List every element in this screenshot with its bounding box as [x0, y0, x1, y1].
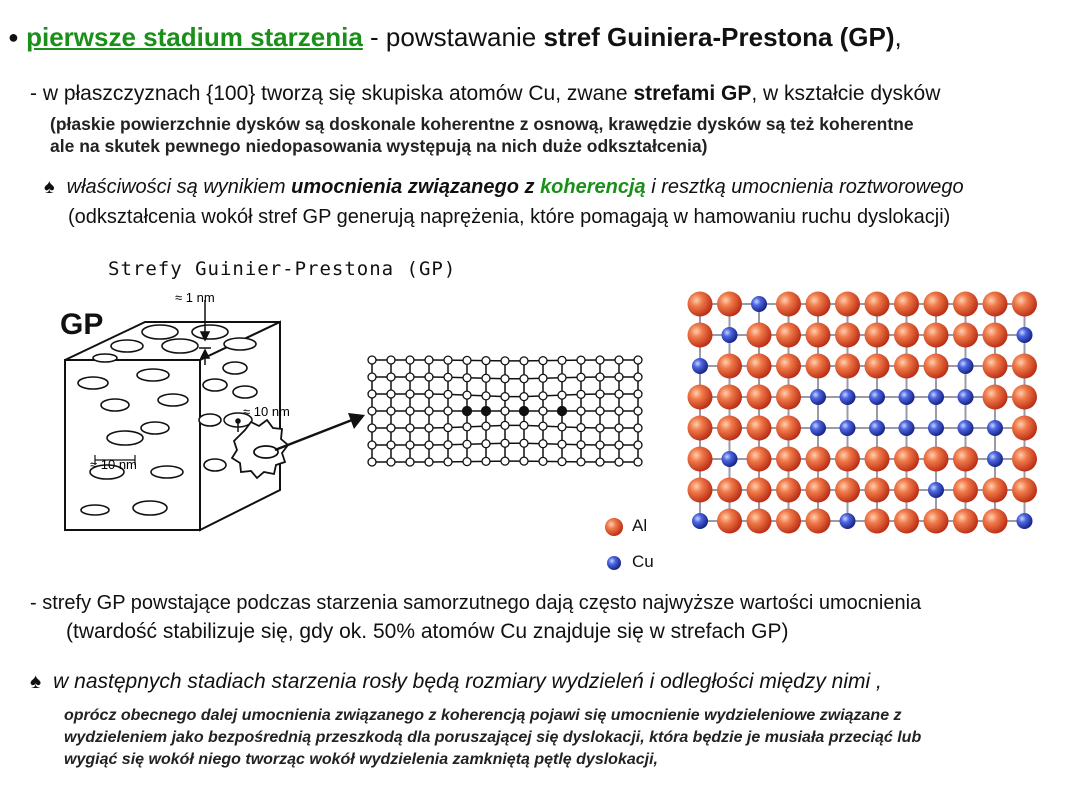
cu-atom — [751, 296, 767, 312]
heading-link-text: pierwsze stadium starzenia — [26, 22, 363, 52]
al-atom-dot — [368, 441, 376, 449]
text-strong: umocnienie wydzieleniowe — [610, 707, 816, 724]
lattice-grid-diagram — [360, 350, 660, 480]
text-green: koherencją — [540, 176, 646, 198]
al-atom — [924, 447, 949, 472]
cu-atom — [810, 420, 826, 436]
cu-atom — [840, 389, 856, 405]
al-atom-dot — [501, 421, 509, 429]
cu-atom — [958, 358, 974, 374]
al-atom-dot — [425, 441, 433, 449]
al-atom-dot — [406, 424, 414, 432]
cu-atom — [958, 389, 974, 405]
al-atom-dot — [387, 356, 395, 364]
al-atom-dot — [615, 373, 623, 381]
al-atom-dot — [444, 390, 452, 398]
text-segment: oprócz obecnego dalej umocnienia związanego z koherencją pojawi się — [64, 707, 611, 724]
al-atom-dot — [558, 374, 566, 382]
al-atom-dot — [463, 440, 471, 448]
al-atom — [953, 478, 978, 503]
al-atom-dot — [558, 458, 566, 466]
al-atom-dot — [539, 422, 547, 430]
cu-atom — [869, 420, 885, 436]
al-atom-dot — [615, 390, 623, 398]
atomic-structure-diagram — [678, 282, 1048, 537]
al-atom-icon — [604, 517, 624, 537]
al-atom-dot — [501, 375, 509, 383]
al-atom — [924, 354, 949, 379]
al-atom — [835, 292, 860, 317]
text-segment: , w kształcie dysków — [751, 82, 941, 105]
spade-icon: ♠ — [44, 176, 55, 198]
al-atom-dot — [406, 356, 414, 364]
al-atom — [776, 447, 801, 472]
al-atom-dot — [463, 374, 471, 382]
al-atom-dot — [501, 357, 509, 365]
al-atom — [806, 478, 831, 503]
al-atom-dot — [444, 407, 452, 415]
coherence-note-1: (płaskie powierzchnie dysków są doskonale koherentne z osnową, krawędzie dysków są też koherentne — [50, 114, 914, 134]
al-atom — [776, 509, 801, 534]
cu-atom — [840, 420, 856, 436]
text-segment: właściwości są wynikiem — [66, 176, 292, 198]
al-atom — [983, 509, 1008, 534]
heading-mid: - powstawanie — [362, 22, 544, 52]
al-atom — [776, 292, 801, 317]
al-atom-dot — [368, 390, 376, 398]
al-atom-dot — [596, 373, 604, 381]
al-atom-dot — [501, 439, 509, 447]
text-segment: - w płaszczyznach {100} tworzą się skupiska atomów Cu, zwane — [30, 82, 634, 105]
al-atom — [865, 447, 890, 472]
heading-bold: stref Guiniera-Prestona (GP) — [543, 22, 895, 52]
al-atom-dot — [425, 458, 433, 466]
al-atom-dot — [463, 356, 471, 364]
al-atom-dot — [634, 390, 642, 398]
al-atom — [717, 292, 742, 317]
cu-atom — [1017, 513, 1033, 529]
al-atom-dot — [425, 424, 433, 432]
al-atom-dot — [596, 356, 604, 364]
coherence-note-2: ale na skutek pewnego niedopasowania występują na nich duże odkształcenia) — [50, 136, 708, 156]
al-atom-dot — [615, 407, 623, 415]
al-atom-dot — [406, 407, 414, 415]
cu-atom — [722, 451, 738, 467]
precipitation-line-1 — [64, 707, 902, 725]
cu-atom-dot — [558, 407, 567, 416]
al-atom — [894, 447, 919, 472]
al-atom — [924, 509, 949, 534]
text-segment: w następnych stadiach starzenia rosły będą rozmiary wydzieleń i odległości między nimi , — [53, 670, 882, 693]
al-atom-dot — [558, 356, 566, 364]
heading-line — [8, 22, 902, 53]
al-atom — [983, 323, 1008, 348]
al-atom-dot — [539, 407, 547, 415]
al-atom — [1012, 416, 1037, 441]
al-atom — [924, 292, 949, 317]
al-atom — [865, 323, 890, 348]
al-atom — [835, 354, 860, 379]
al-atom-dot — [558, 423, 566, 431]
al-atom — [806, 509, 831, 534]
cu-atom — [928, 420, 944, 436]
dim-10nm-right: ≈ 10 nm — [243, 404, 290, 419]
al-atom-dot — [501, 457, 509, 465]
al-atom-dot — [425, 373, 433, 381]
al-atom-dot — [577, 441, 585, 449]
cu-atom — [928, 482, 944, 498]
al-atom-dot — [577, 373, 585, 381]
al-atom-dot — [482, 357, 490, 365]
cu-atom — [958, 420, 974, 436]
dim-1nm: ≈ 1 nm — [175, 290, 215, 305]
al-atom-dot — [520, 375, 528, 383]
al-atom-dot — [463, 391, 471, 399]
al-atom — [806, 447, 831, 472]
al-atom-dot — [634, 441, 642, 449]
al-atom — [953, 509, 978, 534]
al-atom-dot — [634, 424, 642, 432]
al-atom-dot — [615, 424, 623, 432]
cu-atom-dot — [520, 407, 529, 416]
al-atom-dot — [520, 421, 528, 429]
strain-note: (odkształcenia wokół stref GP generują naprężenia, które pomagają w hamowaniu ruchu dyslokacji) — [68, 206, 951, 228]
legend-cu — [604, 552, 654, 573]
al-atom-dot — [501, 407, 509, 415]
cu-atom — [840, 513, 856, 529]
cu-atom — [899, 389, 915, 405]
al-atom — [688, 478, 713, 503]
al-atom — [747, 416, 772, 441]
arrow-icon — [270, 405, 370, 465]
al-atom — [953, 323, 978, 348]
al-atom-dot — [482, 422, 490, 430]
heading-end: , — [894, 22, 902, 52]
al-atom — [983, 385, 1008, 410]
al-atom-dot — [444, 441, 452, 449]
al-atom-dot — [406, 441, 414, 449]
al-atom — [1012, 447, 1037, 472]
text-segment: i resztką umocnienia roztworowego — [645, 176, 964, 198]
al-atom — [1012, 354, 1037, 379]
al-atom — [717, 478, 742, 503]
legend-cu-label: Cu — [632, 552, 654, 571]
al-atom — [747, 385, 772, 410]
al-atom-dot — [596, 407, 604, 415]
al-atom-dot — [520, 393, 528, 401]
al-atom — [717, 354, 742, 379]
al-atom — [894, 292, 919, 317]
al-atom — [747, 447, 772, 472]
al-atom-dot — [425, 407, 433, 415]
al-atom-dot — [539, 457, 547, 465]
al-atom — [894, 509, 919, 534]
al-atom — [835, 323, 860, 348]
al-atom-dot — [444, 424, 452, 432]
al-atom — [776, 354, 801, 379]
al-atom-dot — [558, 440, 566, 448]
al-atom — [717, 385, 742, 410]
al-atom-dot — [596, 441, 604, 449]
legend-al-label: Al — [632, 516, 648, 535]
al-atom — [776, 385, 801, 410]
cu-atom — [722, 327, 738, 343]
al-atom — [747, 323, 772, 348]
al-atom-dot — [539, 440, 547, 448]
al-atom — [865, 509, 890, 534]
al-atom — [776, 478, 801, 503]
al-atom-dot — [634, 458, 642, 466]
al-atom-dot — [615, 458, 623, 466]
al-atom — [1012, 478, 1037, 503]
hardness-note: (twardość stabilizuje się, gdy ok. 50% atomów Cu znajduje się w strefach GP) — [66, 620, 789, 643]
precipitation-line-2: wydzieleniem jako bezpośrednią przeszkodą dla poruszającej się dyslokacji, która będzie je musiała przeciąć lub — [64, 729, 922, 746]
precipitation-line-3: wygiąć się wokół niego tworząc wokół wydzielenia zamkniętą pętlę dyslokacji, — [64, 751, 658, 768]
al-atom-dot — [482, 457, 490, 465]
al-atom-dot — [520, 457, 528, 465]
al-atom-dot — [387, 390, 395, 398]
al-atom — [924, 323, 949, 348]
cu-atom — [899, 420, 915, 436]
legend-al — [604, 516, 647, 537]
al-atom-dot — [577, 390, 585, 398]
text-segment: związane z — [815, 707, 902, 724]
bullet: ● — [8, 27, 19, 47]
al-atom-dot — [577, 424, 585, 432]
al-atom-dot — [539, 357, 547, 365]
al-atom — [747, 478, 772, 503]
properties-line — [44, 176, 964, 199]
al-atom-dot — [482, 440, 490, 448]
al-atom-dot — [520, 357, 528, 365]
al-atom-dot — [482, 392, 490, 400]
cu-atom-icon — [604, 553, 624, 573]
al-atom-dot — [577, 356, 585, 364]
al-atom-dot — [482, 374, 490, 382]
dim-10nm-front: ≈ 10 nm — [90, 457, 137, 472]
al-atom-dot — [520, 439, 528, 447]
al-atom-dot — [387, 407, 395, 415]
al-atom — [688, 447, 713, 472]
al-atom-dot — [596, 390, 604, 398]
figure-title: Strefy Guinier-Prestona (GP) — [108, 258, 457, 280]
al-atom-dot — [577, 458, 585, 466]
al-atom — [1012, 292, 1037, 317]
al-atom — [894, 354, 919, 379]
al-atom — [747, 509, 772, 534]
al-atom-dot — [406, 458, 414, 466]
al-atom-dot — [406, 390, 414, 398]
al-atom — [983, 354, 1008, 379]
cu-atom — [987, 420, 1003, 436]
gp-hardening-line: - strefy GP powstające podczas starzenia samorzutnego dają często najwyższe wartości umocnienia — [30, 592, 922, 614]
cu-atom — [1017, 327, 1033, 343]
al-atom-dot — [368, 356, 376, 364]
text-bold: umocnienia związanego z — [291, 176, 541, 198]
al-atom — [953, 447, 978, 472]
next-stages-line — [30, 670, 882, 694]
al-atom — [835, 478, 860, 503]
al-atom — [688, 292, 713, 317]
al-atom-dot — [425, 356, 433, 364]
al-atom-dot — [558, 391, 566, 399]
al-atom — [894, 323, 919, 348]
al-atom-dot — [387, 373, 395, 381]
al-atom — [688, 416, 713, 441]
cu-atom — [869, 389, 885, 405]
al-atom-dot — [539, 374, 547, 382]
al-atom-dot — [615, 356, 623, 364]
al-atom-dot — [368, 373, 376, 381]
al-atom-dot — [387, 441, 395, 449]
al-atom-dot — [444, 458, 452, 466]
al-atom — [806, 292, 831, 317]
cu-atom — [928, 389, 944, 405]
al-atom — [776, 323, 801, 348]
al-atom-dot — [634, 356, 642, 364]
al-atom-dot — [387, 458, 395, 466]
al-atom — [953, 292, 978, 317]
al-atom — [688, 385, 713, 410]
text-bold: strefami GP — [633, 82, 752, 105]
al-atom-dot — [368, 407, 376, 415]
al-atom — [894, 478, 919, 503]
al-atom-dot — [463, 423, 471, 431]
al-atom — [806, 354, 831, 379]
al-atom — [688, 323, 713, 348]
cu-atom-dot — [482, 407, 491, 416]
gp-label: GP — [60, 308, 104, 341]
al-atom — [865, 354, 890, 379]
cu-atom — [987, 451, 1003, 467]
al-atom-dot — [634, 373, 642, 381]
al-atom-dot — [615, 441, 623, 449]
al-atom-dot — [577, 407, 585, 415]
al-atom-dot — [444, 356, 452, 364]
al-atom — [835, 447, 860, 472]
al-atom-dot — [444, 373, 452, 381]
al-atom — [983, 478, 1008, 503]
al-atom-dot — [596, 458, 604, 466]
al-atom-dot — [539, 392, 547, 400]
al-atom — [1012, 385, 1037, 410]
cu-atom — [810, 389, 826, 405]
al-atom-dot — [596, 424, 604, 432]
al-atom-dot — [634, 407, 642, 415]
al-atom — [983, 292, 1008, 317]
cu-atom — [692, 358, 708, 374]
al-atom — [717, 509, 742, 534]
al-atom — [776, 416, 801, 441]
al-atom-dot — [425, 390, 433, 398]
al-atom — [717, 416, 742, 441]
gp-zones-line — [30, 82, 940, 106]
al-atom — [865, 478, 890, 503]
cu-atom-dot — [463, 407, 472, 416]
al-atom-dot — [406, 373, 414, 381]
al-atom — [806, 323, 831, 348]
spade-icon: ♠ — [30, 670, 42, 693]
cu-atom — [692, 513, 708, 529]
al-atom-dot — [368, 424, 376, 432]
al-atom — [747, 354, 772, 379]
al-atom-dot — [463, 458, 471, 466]
al-atom-dot — [501, 393, 509, 401]
al-atom — [865, 292, 890, 317]
al-atom-dot — [387, 424, 395, 432]
al-atom-dot — [368, 458, 376, 466]
